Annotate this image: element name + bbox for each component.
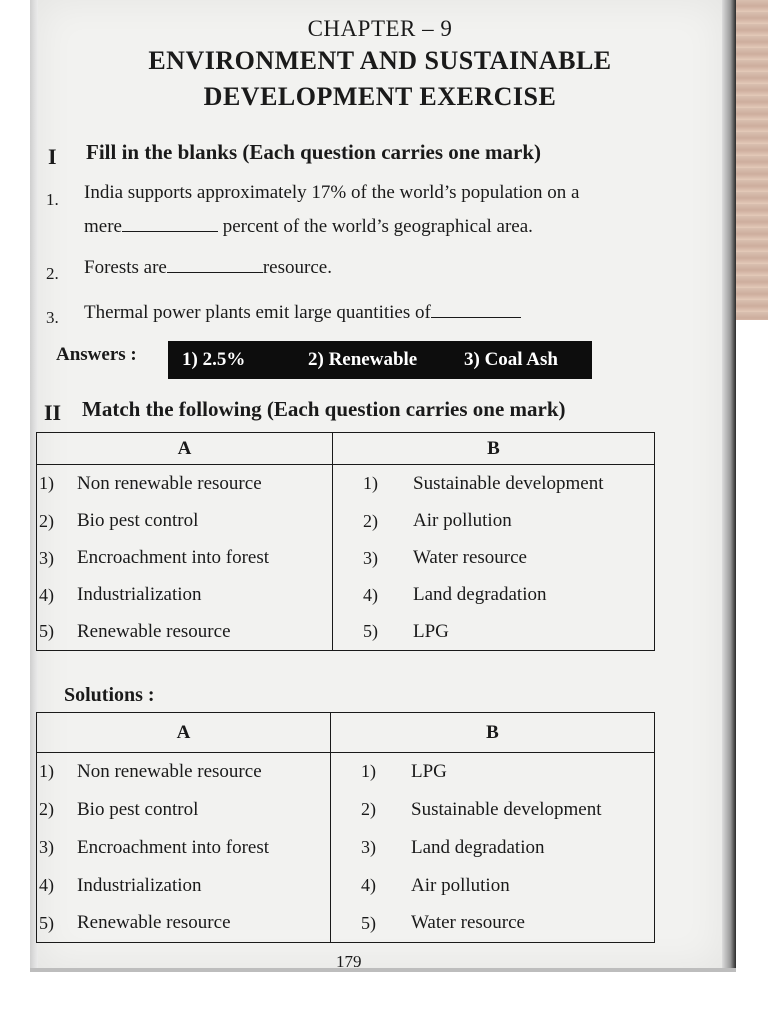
adjacent-book-strip — [736, 0, 768, 320]
column-a-header: A — [37, 433, 333, 465]
row-number: 3) — [363, 547, 378, 568]
column-b-cell: LPG — [413, 620, 449, 642]
row-number: 4) — [361, 875, 376, 895]
column-b-cell: Sustainable development — [411, 798, 602, 820]
column-b-cell: Land degradation — [411, 836, 545, 858]
column-b-cell: Air pollution — [413, 510, 512, 531]
match-table — [36, 432, 655, 651]
table-row — [37, 905, 655, 943]
page-number: 179 — [336, 952, 362, 971]
column-b-header: B — [333, 433, 655, 465]
question-text-tail: percent of the world’s geographical area. — [222, 216, 533, 237]
question-text — [84, 302, 521, 324]
table-row — [37, 829, 655, 867]
question-text: India supports approximately 17% of the world’s population on a — [84, 182, 580, 203]
row-number: 3) — [361, 837, 376, 857]
table-header-row — [37, 713, 655, 753]
answers-label: Answers : — [56, 344, 137, 365]
table-row — [37, 791, 655, 829]
row-number: 5) — [363, 621, 378, 642]
page-edge-right — [722, 0, 736, 968]
column-a-cell: Industrialization — [77, 874, 202, 896]
page-bottom-shadow — [30, 968, 736, 972]
question-number: 2. — [46, 264, 59, 283]
column-b-cell: Air pollution — [411, 874, 510, 896]
column-a-cell: Encroachment into forest — [77, 547, 270, 568]
table-row — [37, 465, 655, 503]
row-number: 2) — [361, 799, 376, 819]
row-number: 1) — [363, 473, 378, 494]
row-number: 3) — [39, 547, 54, 568]
column-a-cell: Bio pest control — [77, 798, 199, 820]
column-a-cell: Non renewable resource — [77, 472, 262, 494]
row-number: 1) — [39, 473, 54, 494]
section-number: I — [48, 144, 57, 169]
answer-1: 1) 2.5% — [182, 349, 246, 370]
table-row — [37, 867, 655, 905]
question-text-head: Forests are — [84, 257, 167, 278]
answer-blank — [431, 303, 521, 318]
chapter-title-line1: ENVIRONMENT AND SUSTAINABLE — [148, 46, 612, 75]
answer-blank — [167, 258, 263, 273]
column-a-cell: Non renewable resource — [77, 760, 262, 782]
section-heading: Match the following (Each question carries one mark) — [82, 397, 566, 421]
answers-box — [168, 341, 592, 379]
column-b-cell: Land degradation — [413, 584, 547, 605]
column-b-cell: LPG — [411, 760, 447, 782]
row-number: 4) — [39, 875, 54, 895]
row-number: 2) — [363, 510, 378, 531]
chapter-number: CHAPTER – 9 — [307, 16, 453, 41]
table-row — [37, 753, 655, 791]
answer-2: 2) Renewable — [308, 349, 418, 370]
question-text-tail: resource. — [262, 257, 332, 278]
row-number: 5) — [39, 912, 54, 933]
table-header-row — [37, 433, 655, 465]
row-number: 2) — [39, 510, 54, 531]
row-number: 4) — [363, 584, 378, 605]
row-number: 5) — [39, 621, 54, 642]
solutions-table — [36, 712, 655, 943]
section-heading: Fill in the blanks (Each question carries one mark) — [86, 140, 542, 164]
question-number: 1. — [46, 190, 59, 209]
column-b-header: B — [331, 713, 655, 753]
section-number: II — [44, 400, 62, 425]
question-text-continued — [84, 216, 533, 238]
question-word: mere — [84, 216, 122, 237]
column-b-cell: Sustainable development — [413, 472, 604, 494]
column-a-cell: Industrialization — [77, 584, 202, 605]
row-number: 2) — [39, 799, 54, 819]
column-b-cell: Water resource — [411, 912, 525, 934]
question-number: 3. — [46, 308, 59, 327]
row-number: 3) — [39, 837, 54, 857]
column-a-cell: Encroachment into forest — [77, 836, 270, 858]
question-text-head: Thermal power plants emit large quantities of — [84, 302, 431, 323]
table-row — [37, 540, 655, 577]
column-a-header: A — [37, 713, 331, 753]
row-number: 1) — [361, 761, 376, 782]
table-row — [37, 577, 655, 614]
table-row — [37, 614, 655, 651]
column-a-cell: Renewable resource — [77, 912, 231, 934]
row-number: 1) — [39, 761, 54, 782]
answer-3: 3) Coal Ash — [464, 349, 558, 370]
question-text — [84, 257, 332, 279]
table-row — [37, 503, 655, 540]
row-number: 4) — [39, 584, 54, 605]
column-b-cell: Water resource — [413, 547, 527, 568]
answer-blank — [122, 217, 218, 232]
column-a-cell: Bio pest control — [77, 510, 199, 531]
solutions-label: Solutions : — [64, 684, 155, 706]
row-number: 5) — [361, 912, 376, 933]
column-a-cell: Renewable resource — [77, 620, 231, 642]
chapter-title-line2: DEVELOPMENT EXERCISE — [203, 82, 557, 111]
